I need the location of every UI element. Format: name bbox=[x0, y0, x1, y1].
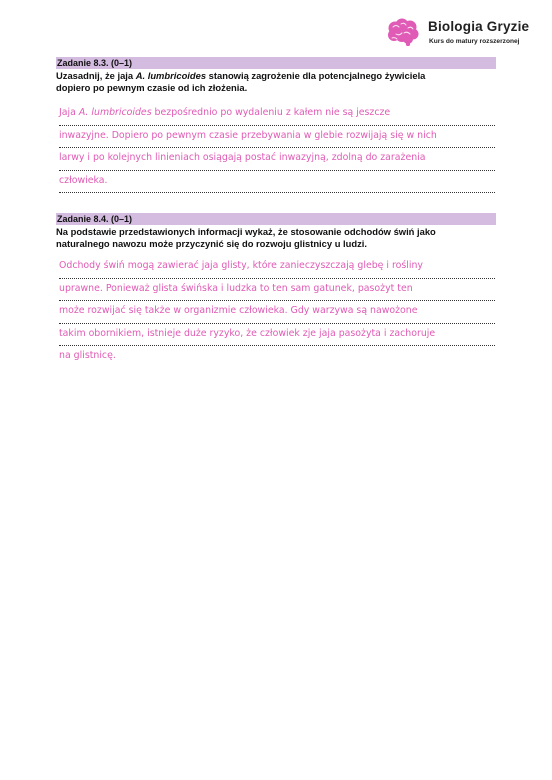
brand-subtitle: Kurs do matury rozszerzonej bbox=[429, 38, 520, 45]
species-name: A. lumbricoides bbox=[135, 70, 207, 81]
answer-line: człowieka. bbox=[59, 174, 495, 197]
brand-logo bbox=[387, 18, 547, 52]
task-header: Zadanie 8.4. (0–1) bbox=[56, 213, 496, 225]
answer-8-4 bbox=[59, 259, 495, 372]
question-text: naturalnego nawozu może przyczynić się do rozwoju glistnicy u ludzi. bbox=[56, 238, 367, 250]
answer-line: Odchody świń mogą zawierać jaja glisty, które zanieczyszczają glebę i rośliny bbox=[59, 259, 495, 282]
answer-line: może rozwijać się także w organizmie człowieka. Gdy warzywa są nawożone bbox=[59, 304, 495, 327]
question-text: Na podstawie przedstawionych informacji wykaż, że stosowanie odchodów świń jako bbox=[56, 226, 436, 237]
answer-line: larwy i po kolejnych linieniach osiągają postać inwazyjną, zdolną do zarażenia bbox=[59, 151, 495, 174]
task-question bbox=[56, 70, 496, 94]
task-8-3 bbox=[56, 57, 496, 94]
answer-text: Jaja bbox=[59, 107, 79, 118]
task-question bbox=[56, 226, 496, 250]
answer-line: inwazyjne. Dopiero po pewnym czasie przebywania w glebie rozwijają się w nich bbox=[59, 129, 495, 152]
answer-line: na glistnicę. bbox=[59, 350, 116, 361]
question-text: dopiero po pewnym czasie od ich złożenia. bbox=[56, 82, 248, 94]
brain-icon bbox=[387, 18, 419, 48]
task-header: Zadanie 8.3. (0–1) bbox=[56, 57, 496, 69]
brand-title: Biologia Gryzie bbox=[428, 19, 530, 34]
answer-text: bezpośrednio po wydaleniu z kałem nie są jeszcze bbox=[151, 107, 391, 118]
answer-8-3 bbox=[59, 106, 495, 196]
answer-line: uprawne. Ponieważ glista świńska i ludzka to ten sam gatunek, pasożyt ten bbox=[59, 282, 495, 305]
question-text: stanowią zagrożenie dla potencjalnego żywiciela bbox=[206, 70, 426, 81]
answer-line: takim obornikiem, istnieje duże ryzyko, że człowiek zje jaja pasożyta i zachoruje bbox=[59, 327, 495, 350]
task-8-4 bbox=[56, 213, 496, 250]
answer-line bbox=[59, 106, 495, 129]
species-name: A. lumbricoides bbox=[78, 107, 152, 118]
question-text: Uzasadnij, że jaja bbox=[56, 70, 136, 81]
